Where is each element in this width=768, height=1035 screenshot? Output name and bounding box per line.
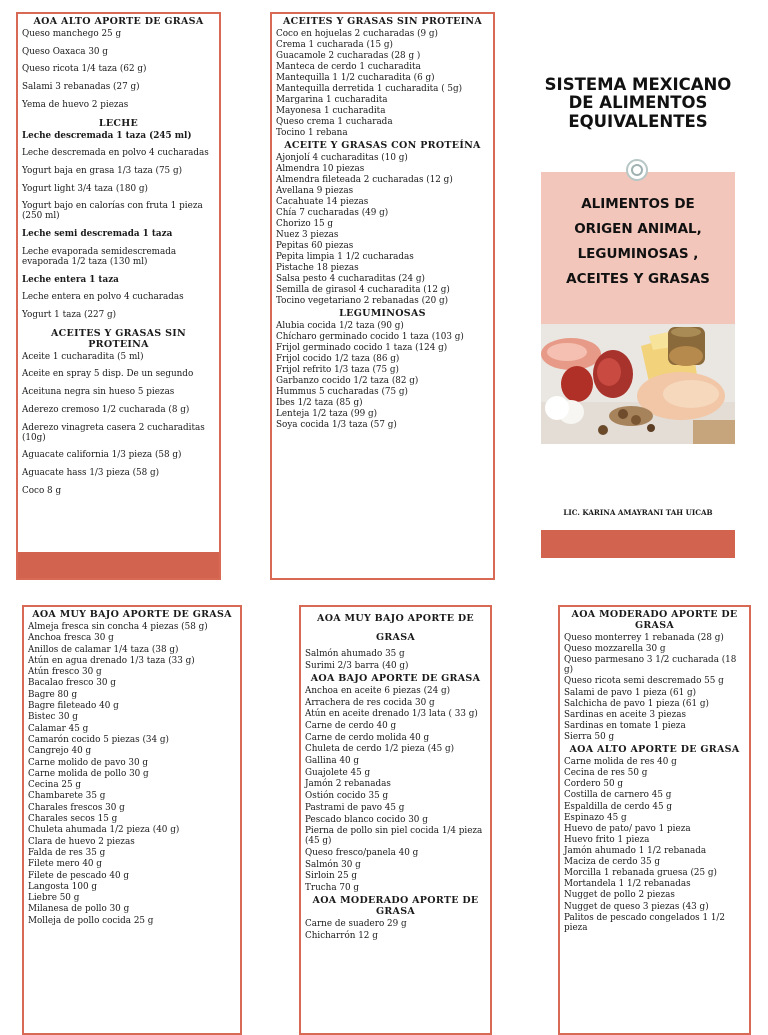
food-item: Chicharrón 12 g bbox=[305, 930, 378, 941]
section-heading: AOA ALTO APORTE DE GRASA bbox=[33, 16, 204, 27]
food-item: Pescado blanco cocido 30 g bbox=[305, 814, 428, 825]
food-item: Salmón 30 g bbox=[305, 859, 361, 870]
food-item: Chambarete 35 g bbox=[28, 791, 106, 802]
cover-title-text: SISTEMA MEXICANO DE ALIMENTOS EQUIVALENTES bbox=[544, 75, 732, 131]
food-item: Arrachera de res cocida 30 g bbox=[305, 697, 435, 708]
food-item: Chuleta de cerdo 1/2 pieza (45 g) bbox=[305, 744, 455, 755]
food-item: Garbanzo cocido 1/2 taza (82 g) bbox=[276, 376, 419, 387]
food-item: Bistec 30 g bbox=[28, 712, 78, 723]
food-item: Mantequilla derretida 1 cucharadita ( 5g) bbox=[276, 84, 463, 94]
food-item: Maciza de cerdo 35 g bbox=[564, 857, 660, 868]
food-item: Pepitas 60 piezas bbox=[276, 241, 354, 252]
food-item: Carne molido de pavo 30 g bbox=[28, 757, 149, 768]
food-item: Leche descremada 1 taza (245 ml) bbox=[22, 130, 192, 141]
food-item: Chuleta ahumada 1/2 pieza (40 g) bbox=[28, 825, 180, 836]
food-item: Costilla de carnero 45 g bbox=[564, 790, 672, 801]
food-item: Carne de cerdo molida 40 g bbox=[305, 732, 430, 743]
food-item: Leche entera 1 taza bbox=[22, 274, 119, 285]
food-item: Carne de suadero 29 g bbox=[305, 919, 407, 930]
food-item: Frijol refrito 1/3 taza (75 g) bbox=[276, 365, 399, 376]
food-item: Tocino vegetariano 2 rebanadas (20 g) bbox=[276, 296, 449, 307]
food-item: Leche descremada en polvo 4 cucharadas bbox=[22, 148, 209, 159]
section-heading: LEGUMINOSAS bbox=[339, 308, 426, 320]
food-item: Guajolete 45 g bbox=[305, 767, 371, 778]
food-item: Frijol germinado cocido 1 taza (124 g) bbox=[276, 343, 448, 354]
food-item: Atún en aceite drenado 1/3 lata ( 33 g) bbox=[305, 709, 478, 720]
food-item: Queso crema 1 cucharada bbox=[276, 117, 393, 127]
food-item: Jamón ahumado 1 1/2 rebanada bbox=[564, 845, 707, 856]
food-item: Hummus 5 cucharadas (75 g) bbox=[276, 387, 408, 398]
food-item: Molleja de pollo cocida 25 g bbox=[28, 915, 154, 926]
panel-1-list bbox=[22, 16, 215, 504]
food-item: Salami de pavo 1 pieza (61 g) bbox=[564, 687, 697, 698]
food-item: Yogurt 1 taza (227 g) bbox=[22, 310, 117, 321]
food-item: Nugget de pollo 2 piezas bbox=[564, 890, 675, 901]
food-item: Semilla de girasol 4 cucharadita (12 g) bbox=[276, 285, 450, 296]
food-item: Leche semi descremada 1 taza bbox=[22, 229, 173, 240]
food-item: Gallina 40 g bbox=[305, 756, 360, 767]
food-item: Tocino 1 rebana bbox=[276, 128, 348, 138]
food-item: Yogurt baja en grasa 1/3 taza (75 g) bbox=[22, 165, 183, 176]
food-item: Sierra 50 g bbox=[564, 731, 615, 742]
panel-1-footer-strip bbox=[18, 552, 219, 578]
panel-2-list bbox=[276, 16, 489, 431]
food-item: Filete mero 40 g bbox=[28, 859, 102, 870]
food-item: Pistache 18 piezas bbox=[276, 263, 359, 274]
cover-title bbox=[541, 76, 735, 131]
food-item: Filete de pescado 40 g bbox=[28, 870, 129, 881]
food-item: Mantequilla 1 1/2 cucharadita (6 g) bbox=[276, 73, 435, 83]
food-item: Pierna de pollo sin piel cocida 1/4 pieza (45 g) bbox=[305, 826, 483, 847]
section-heading: AOA ALTO APORTE DE GRASA bbox=[569, 744, 740, 756]
food-item: Pepita limpia 1 1/2 cucharadas bbox=[276, 252, 414, 263]
author-name: LIC. KARINA AMAYRANI TAH UICAB bbox=[563, 508, 713, 517]
food-item: Palitos de pescado congelados 1 1/2 pieza bbox=[564, 912, 725, 933]
food-item: Aceite 1 cucharadita (5 ml) bbox=[22, 351, 144, 362]
food-item: Pastrami de pavo 45 g bbox=[305, 802, 405, 813]
food-item: Mayonesa 1 cucharadita bbox=[276, 106, 386, 116]
food-item: Surimi 2/3 barra (40 g) bbox=[305, 660, 409, 671]
food-item: Yogurt light 3/4 taza (180 g) bbox=[22, 183, 148, 194]
food-item: Huevo frito 1 pieza bbox=[564, 834, 650, 845]
food-item: Ajonjolí 4 cucharaditas (10 g) bbox=[276, 153, 408, 164]
food-item: Morcilla 1 rebanada gruesa (25 g) bbox=[564, 868, 717, 879]
food-item: Bagre 80 g bbox=[28, 689, 78, 700]
food-item: Yema de huevo 2 piezas bbox=[22, 99, 129, 110]
food-item: Manteca de cerdo 1 cucharadita bbox=[276, 62, 421, 72]
food-item: Carne molida de res 40 g bbox=[564, 757, 677, 768]
food-item: Yogurt bajo en calorías con fruta 1 pieza (250 ml) bbox=[22, 201, 203, 222]
food-item: Salami 3 rebanadas (27 g) bbox=[22, 82, 140, 93]
food-item: Chía 7 cucharadas (49 g) bbox=[276, 208, 389, 219]
section-heading: ACEITES Y GRASAS SIN PROTEINA bbox=[51, 327, 186, 350]
food-item: Bagre fileteado 40 g bbox=[28, 701, 119, 712]
food-item: Atún fresco 30 g bbox=[28, 667, 102, 678]
food-item: Sardinas en aceite 3 piezas bbox=[564, 709, 686, 720]
cover-footer-strip bbox=[541, 530, 735, 558]
food-item: Calamar 45 g bbox=[28, 723, 89, 734]
food-item: Ostión cocido 35 g bbox=[305, 791, 389, 802]
section-heading: AOA MODERADO APORTE DE GRASA bbox=[571, 609, 738, 631]
food-item: Queso manchego 25 g bbox=[22, 29, 122, 39]
food-item: Ibes 1/2 taza (85 g) bbox=[276, 398, 363, 409]
food-item: Avellana 9 piezas bbox=[276, 186, 354, 197]
food-item: Bacalao fresco 30 g bbox=[28, 678, 116, 689]
food-item: Alubia cocida 1/2 taza (90 g) bbox=[276, 321, 404, 332]
food-item: Carne de cerdo 40 g bbox=[305, 720, 397, 731]
cover-subtitle-line: ALIMENTOS DE bbox=[581, 196, 695, 212]
food-item: Nugget de queso 3 piezas (43 g) bbox=[564, 901, 709, 912]
panel-1 bbox=[16, 12, 221, 580]
section-heading: AOA MUY BAJO APORTE DE GRASA bbox=[32, 609, 232, 620]
food-item: Milanesa de pollo 30 g bbox=[28, 904, 130, 915]
food-illustration bbox=[541, 324, 735, 444]
food-item: Falda de res 35 g bbox=[28, 847, 106, 858]
cover-subtitle bbox=[547, 192, 729, 292]
food-item: Aguacate hass 1/3 pieza (58 g) bbox=[22, 468, 160, 479]
food-item: Cangrejo 40 g bbox=[28, 746, 92, 757]
food-item: Nuez 3 piezas bbox=[276, 230, 339, 241]
food-item: Anillos de calamar 1/4 taza (38 g) bbox=[28, 644, 179, 655]
cover-subtitle-line: ORIGEN ANIMAL, bbox=[574, 220, 702, 237]
food-item: Queso Oaxaca 30 g bbox=[22, 46, 108, 57]
food-item: Queso ricota 1/4 taza (62 g) bbox=[22, 64, 147, 75]
food-item: Salmón ahumado 35 g bbox=[305, 649, 405, 659]
ornament-ring-icon bbox=[626, 159, 648, 181]
food-item: Queso fresco/panela 40 g bbox=[305, 848, 419, 859]
food-item: Mortandela 1 1/2 rebanadas bbox=[564, 879, 691, 890]
panel-4-list bbox=[305, 609, 486, 943]
food-item: Sardinas en tomate 1 pieza bbox=[564, 720, 686, 731]
food-item: Frijol cocido 1/2 taza (86 g) bbox=[276, 354, 400, 365]
food-item: Anchoa fresca 30 g bbox=[28, 633, 114, 644]
panel-3-list bbox=[28, 609, 236, 927]
food-item: Salsa pesto 4 cucharaditas (24 g) bbox=[276, 274, 425, 285]
panel-4 bbox=[299, 605, 492, 1035]
food-item: Margarina 1 cucharadita bbox=[276, 95, 388, 105]
food-item: Crema 1 cucharada (15 g) bbox=[276, 40, 393, 50]
food-item: Cecina de res 50 g bbox=[564, 768, 648, 779]
panel-3 bbox=[22, 605, 242, 1035]
food-item: Queso monterrey 1 rebanada (28 g) bbox=[564, 633, 724, 643]
food-item: Almendra 10 piezas bbox=[276, 164, 365, 175]
food-item: Leche entera en polvo 4 cucharadas bbox=[22, 292, 184, 303]
food-item: Aderezo cremoso 1/2 cucharada (8 g) bbox=[22, 404, 190, 415]
food-item: Queso mozzarella 30 g bbox=[564, 644, 666, 655]
food-item: Espaldilla de cerdo 45 g bbox=[564, 801, 673, 812]
food-item: Almeja fresca sin concha 4 piezas (58 g) bbox=[28, 622, 208, 632]
panel-5-list bbox=[564, 609, 745, 934]
food-item: Langosta 100 g bbox=[28, 881, 97, 892]
food-item: Lenteja 1/2 taza (99 g) bbox=[276, 409, 378, 420]
food-item: Clara de huevo 2 piezas bbox=[28, 836, 135, 847]
cover-subtitle-line: LEGUMINOSAS , bbox=[577, 245, 699, 262]
food-item: Leche evaporada semidescremada evaporada 1/2 taza (130 ml) bbox=[22, 246, 177, 267]
section-heading: LECHE bbox=[98, 117, 139, 129]
food-item: Liebre 50 g bbox=[28, 893, 80, 904]
food-item: Huevo de pato/ pavo 1 pieza bbox=[564, 823, 691, 834]
section-heading: AOA MUY BAJO APORTE DE GRASA bbox=[317, 613, 474, 643]
food-item: Queso ricota semi descremado 55 g bbox=[564, 676, 724, 687]
food-item: Espinazo 45 g bbox=[564, 812, 627, 823]
food-item: Guacamole 2 cucharadas (28 g ) bbox=[276, 51, 421, 61]
food-item: Coco en hojuelas 2 cucharadas (9 g) bbox=[276, 29, 438, 39]
panel-2 bbox=[270, 12, 495, 580]
food-item: Jamón 2 rebanadas bbox=[305, 779, 391, 790]
food-item: Trucha 70 g bbox=[305, 883, 359, 894]
food-item: Charales frescos 30 g bbox=[28, 802, 125, 813]
food-item: Chícharo germinado cocido 1 taza (103 g) bbox=[276, 332, 464, 343]
food-item: Aderezo vinagreta casera 2 cucharaditas (10g) bbox=[22, 422, 205, 443]
food-item: Soya cocida 1/3 taza (57 g) bbox=[276, 420, 397, 431]
food-photo bbox=[541, 324, 735, 444]
section-heading: ACEITE Y GRASAS CON PROTEÍNA bbox=[284, 140, 481, 152]
food-item: Salchicha de pavo 1 pieza (61 g) bbox=[564, 698, 709, 709]
section-heading: AOA MODERADO APORTE DE GRASA bbox=[312, 895, 479, 918]
food-item: Coco 8 g bbox=[22, 485, 62, 496]
food-item: Atún en agua drenado 1/3 taza (33 g) bbox=[28, 655, 195, 666]
cover-subtitle-line: ACEITES Y GRASAS bbox=[566, 270, 710, 287]
food-item: Sirloin 25 g bbox=[305, 871, 358, 882]
food-item: Cacahuate 14 piezas bbox=[276, 197, 369, 208]
food-item: Charales secos 15 g bbox=[28, 814, 118, 825]
food-item: Chorizo 15 g bbox=[276, 219, 334, 230]
food-item: Aceite en spray 5 disp. De un segundo bbox=[22, 369, 194, 380]
cover-panel bbox=[541, 62, 735, 562]
food-item: Camarón cocido 5 piezas (34 g) bbox=[28, 734, 169, 745]
section-heading: AOA BAJO APORTE DE GRASA bbox=[310, 672, 481, 684]
food-item: Almendra fileteada 2 cucharadas (12 g) bbox=[276, 175, 453, 186]
food-item: Aguacate california 1/3 pieza (58 g) bbox=[22, 450, 182, 461]
food-item: Anchoa en aceite 6 piezas (24 g) bbox=[305, 685, 451, 696]
food-item: Aceituna negra sin hueso 5 piezas bbox=[22, 387, 175, 398]
food-item: Cecina 25 g bbox=[28, 780, 82, 791]
food-item: Cordero 50 g bbox=[564, 779, 623, 790]
panel-5 bbox=[558, 605, 751, 1035]
food-item: Carne molida de pollo 30 g bbox=[28, 768, 149, 779]
food-item: Queso parmesano 3 1/2 cucharada (18 g) bbox=[564, 655, 737, 676]
section-heading: ACEITES Y GRASAS SIN PROTEINA bbox=[282, 16, 483, 27]
